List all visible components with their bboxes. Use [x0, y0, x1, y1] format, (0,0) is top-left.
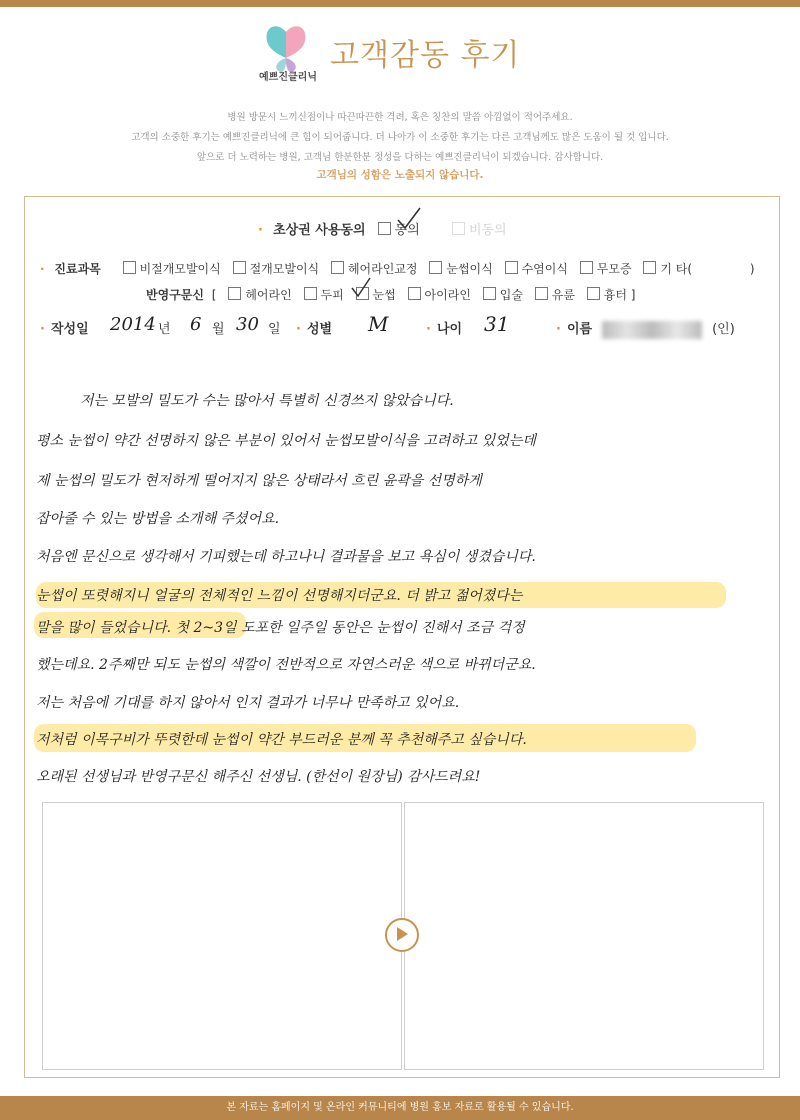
review-line: 오래된 선생님과 반영구문신 해주신 선생님. (한선이 원장님) 감사드려요!	[36, 769, 481, 785]
bullet-icon: ·	[258, 223, 263, 238]
semi-permanent-option: 아이라인	[424, 288, 471, 302]
top-bar	[0, 0, 800, 7]
department-option: 헤어라인교정	[347, 262, 418, 276]
bullet-icon: ·	[426, 322, 431, 337]
bullet-icon: ·	[296, 322, 301, 337]
semi-permanent-checkbox[interactable]	[228, 287, 241, 300]
name-blurred-field	[602, 321, 702, 339]
department-checkbox[interactable]	[505, 261, 518, 274]
review-line: 했는데요. 2주째만 되도 눈썹의 색깔이 전반적으로 자연스러운 색으로 바뀌더군요.	[36, 657, 536, 673]
age-label: 나이	[436, 322, 463, 337]
department-checkbox[interactable]	[123, 261, 136, 274]
review-line: 저는 모발의 밀도가 수는 많아서 특별히 신경쓰지 않았습니다.	[80, 393, 454, 409]
date-day-value[interactable]: 30	[236, 314, 259, 335]
gender-label: 성별	[306, 322, 333, 337]
bracket-open: [	[211, 288, 217, 302]
department-checkbox[interactable]	[331, 261, 344, 274]
date-label: 작성일	[50, 322, 89, 337]
semi-permanent-label: 반영구문신	[146, 288, 204, 302]
department-checkbox[interactable]	[233, 261, 246, 274]
department-checkbox[interactable]	[429, 261, 442, 274]
semi-permanent-option: 흉터	[603, 288, 627, 302]
review-line: 말을 많이 들었습니다. 첫 2~3일 도포한 일주일 동안은 눈썹이 진해서 조금 걱정	[36, 620, 525, 636]
semi-permanent-checkbox[interactable]	[483, 287, 496, 300]
bracket-close: ]	[630, 288, 636, 302]
department-checkbox[interactable]	[643, 261, 656, 274]
date-month-unit: 월	[212, 322, 225, 337]
review-line: 잡아줄 수 있는 방법을 소개해 주셨어요.	[36, 511, 280, 527]
department-checkbox[interactable]	[580, 261, 593, 274]
department-other-close: )	[749, 262, 755, 276]
name-label: 이름	[566, 322, 593, 337]
consent-label: 초상권 사용동의	[273, 223, 366, 238]
department-row	[40, 260, 755, 277]
gender-label-group	[296, 318, 332, 337]
bullet-icon: ·	[40, 262, 45, 276]
consent-disagree-checkbox[interactable]	[452, 222, 465, 235]
review-line: 눈썹이 또렷해지니 얼굴의 전체적인 느낌이 선명해지더군요. 더 밝고 젊어졌다는	[36, 588, 523, 604]
department-option-other: 기 타(	[660, 262, 693, 276]
department-option: 무모증	[596, 262, 632, 276]
semi-permanent-option: 헤어라인	[245, 288, 292, 302]
privacy-notice: 고객님의 성함은 노출되지 않습니다.	[316, 169, 484, 181]
semi-permanent-option: 유륜	[551, 288, 575, 302]
footer-disclaimer: 본 자료는 홈페이지 및 온라인 커뮤니티에 병원 홍보 자료로 활용될 수 있습니다.	[0, 1096, 800, 1120]
bullet-icon: ·	[556, 322, 561, 337]
review-line: 제 눈썹의 밀도가 현저하게 떨어지지 않은 상태라서 흐린 윤곽을 선명하게	[36, 473, 482, 489]
semi-permanent-checkbox[interactable]	[587, 287, 600, 300]
after-photo-frame	[404, 802, 764, 1070]
review-line: 처음엔 문신으로 생각해서 기피했는데 하고나니 결과물을 보고 욕심이 생겼습니다.	[36, 549, 536, 565]
department-option: 절개모발이식	[249, 262, 320, 276]
semi-permanent-row	[146, 286, 635, 303]
age-value[interactable]: 31	[484, 312, 510, 336]
semi-permanent-option: 두피	[320, 288, 344, 302]
consent-disagree-label: 비동의	[468, 223, 507, 238]
semi-permanent-checkbox[interactable]	[535, 287, 548, 300]
semi-permanent-option: 입술	[499, 288, 523, 302]
name-suffix: (인)	[712, 322, 735, 337]
intro-line: 고객의 소중한 후기는 예쁘진클리닉에 큰 힘이 되어줍니다. 더 나아가 이 소중한 후기는 다른 고객님께도 많은 도움이 될 것 입니다.	[131, 132, 669, 143]
consent-agree-checkbox[interactable]	[378, 222, 391, 235]
date-year-value[interactable]: 2014	[110, 314, 156, 335]
page-title: 고객감동 후기	[330, 38, 521, 73]
intro-text	[60, 108, 740, 168]
intro-line: 앞으로 더 노력하는 병원, 고객님 한분한분 정성을 다하는 예쁘진클리닉이 되겠습니다. 감사합니다.	[196, 152, 604, 163]
date-year-unit: 년	[158, 322, 171, 337]
play-icon	[394, 926, 410, 942]
consent-agree-label: 동의	[394, 223, 420, 238]
department-label: 진료과목	[54, 262, 101, 276]
review-line: 저처럼 이목구비가 뚜렷한데 눈썹이 약간 부드러운 분께 꼭 추천해주고 싶습니다.	[36, 732, 527, 748]
check-mark-icon	[350, 276, 372, 298]
check-mark-icon	[396, 206, 422, 232]
department-option: 눈썹이식	[446, 262, 493, 276]
date-label-group	[40, 318, 89, 337]
consent-row	[258, 219, 507, 238]
clinic-logo-text: 예쁘진클리닉	[259, 72, 317, 83]
department-option: 수염이식	[521, 262, 568, 276]
date-month-value[interactable]: 6	[190, 314, 202, 335]
bullet-icon: ·	[40, 322, 45, 337]
date-day-unit: 일	[268, 322, 281, 337]
gender-value[interactable]: M	[368, 312, 389, 336]
review-line: 저는 처음에 기대를 하지 않아서 인지 결과가 너무나 만족하고 있어요.	[36, 695, 460, 711]
semi-permanent-checkbox[interactable]	[304, 287, 317, 300]
age-label-group	[426, 318, 462, 337]
name-label-group	[556, 318, 735, 339]
semi-permanent-checkbox[interactable]	[408, 287, 421, 300]
before-photo-frame	[42, 802, 402, 1070]
play-button[interactable]	[385, 918, 419, 952]
review-line: 평소 눈썹이 약간 선명하지 않은 부분이 있어서 눈썹모발이식을 고려하고 있었는데	[36, 433, 536, 449]
semi-permanent-option: 눈썹	[372, 288, 396, 302]
intro-line: 병원 방문시 느끼신점이나 따끈따끈한 격려, 혹은 칭찬의 말씀 아낌없이 적어주세요.	[227, 112, 573, 123]
department-option: 비절개모발이식	[139, 262, 221, 276]
